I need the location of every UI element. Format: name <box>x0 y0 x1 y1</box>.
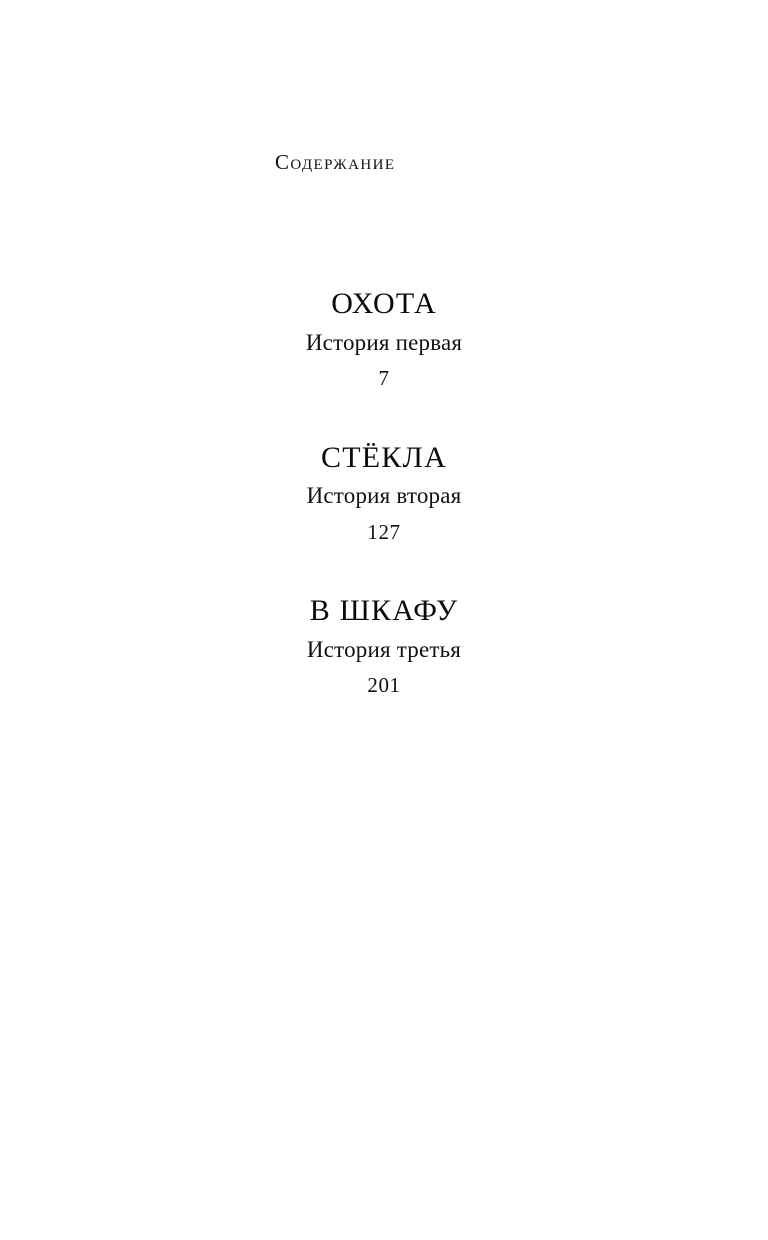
toc-entry-subtitle: История вторая <box>306 483 462 509</box>
toc-entry-page-number: 127 <box>367 519 401 544</box>
toc-entry[interactable] <box>0 593 768 703</box>
page-title: Содержание <box>275 150 396 174</box>
toc-entry-page-number: 7 <box>378 366 390 391</box>
toc-entry-title: СТЁКЛА <box>321 440 447 474</box>
toc-entry-title: В ШКАФУ <box>309 594 459 628</box>
toc-entry[interactable] <box>0 286 768 396</box>
toc-entry-subtitle: История первая <box>305 329 463 355</box>
toc-entry-title: ОХОТА <box>331 287 437 320</box>
toc-entry[interactable] <box>0 440 768 550</box>
toc-entry-subtitle: История третья <box>306 636 462 662</box>
toc-entry-page-number: 201 <box>367 673 401 698</box>
table-of-contents <box>0 286 768 703</box>
